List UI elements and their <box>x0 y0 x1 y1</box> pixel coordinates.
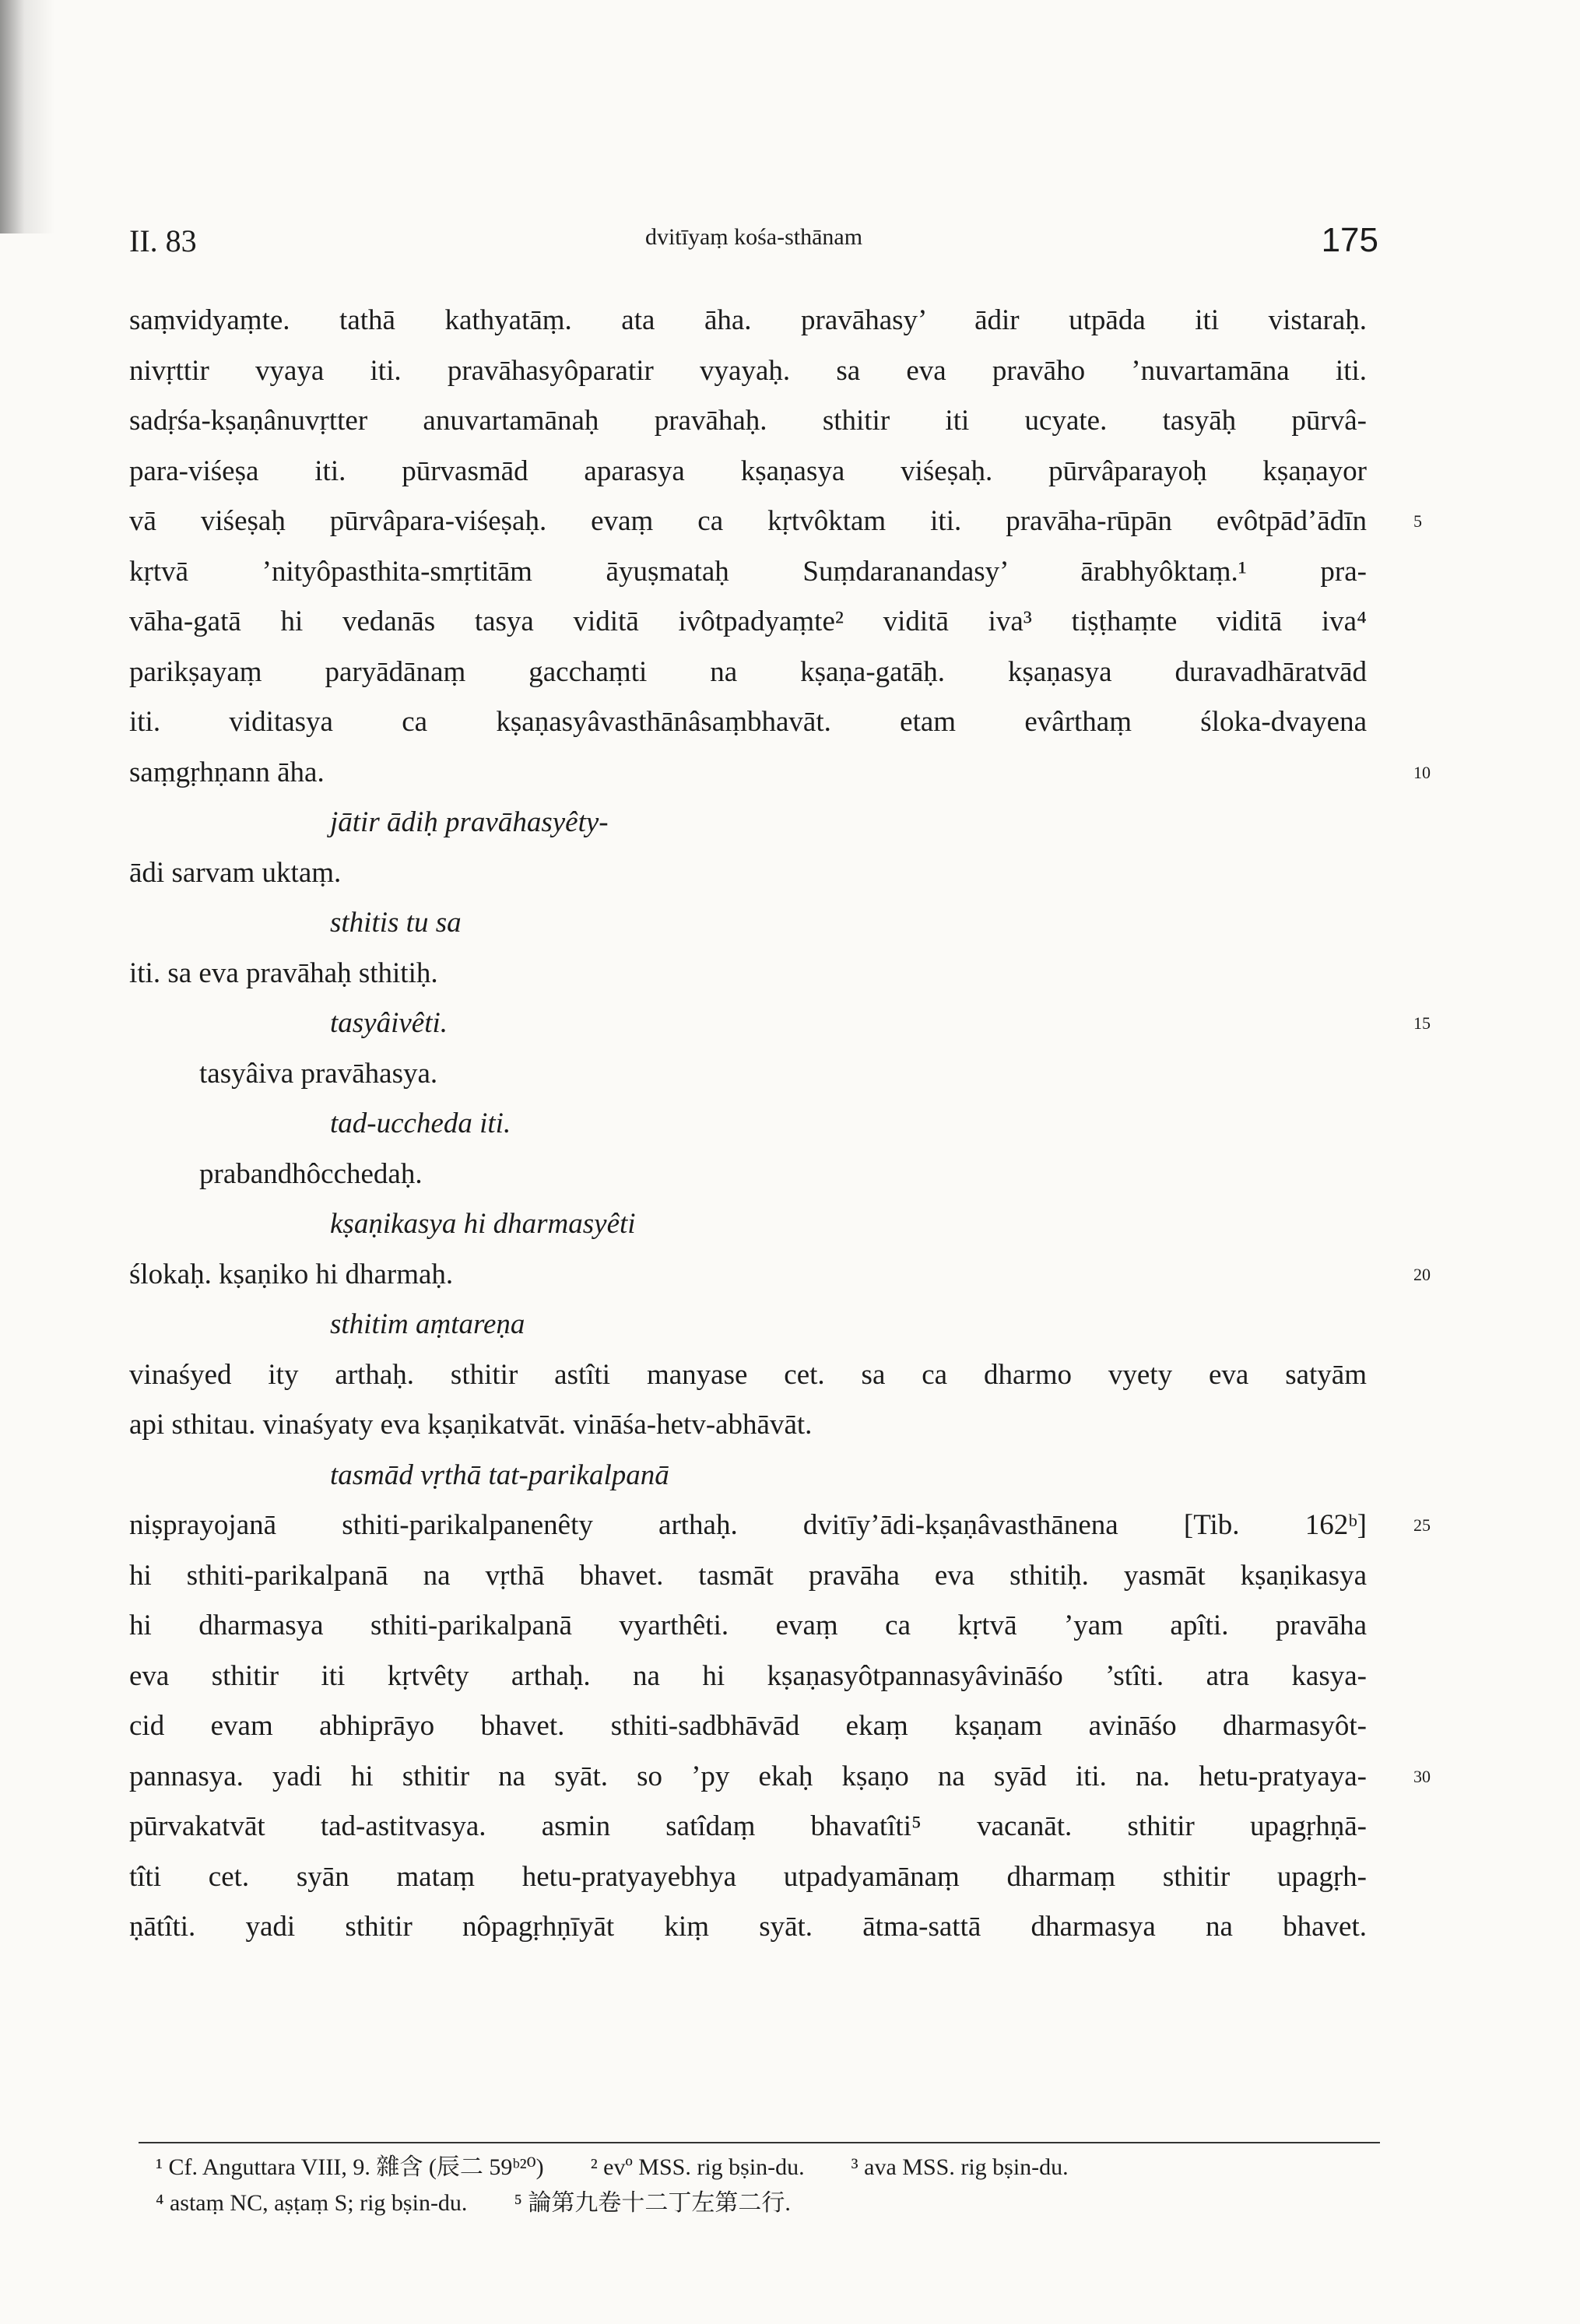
text-line <box>129 1902 1382 1953</box>
running-header <box>129 218 1378 265</box>
text-line <box>129 396 1382 447</box>
line-number: 15 <box>1413 1013 1431 1033</box>
section-number: II. 83 <box>129 223 197 258</box>
line-text: kṛtvā ’nityôpasthita-smṛtitām āyuṣmataḥ Suṃdaranandasy’ ārabhyôktaṃ.¹ pra- <box>129 555 1367 588</box>
footnotes <box>156 2150 1385 2221</box>
line-text: sthitim aṃtareṇa <box>330 1308 525 1340</box>
line-text: hi dharmasya sthiti-parikalpanā vyarthêti. evaṃ ca kṛtvā ’yam apîti. pravāha <box>129 1610 1367 1641</box>
line-text: iti. sa eva pravāhaḥ sthitiḥ. <box>129 957 438 989</box>
page-edge-shadow <box>0 0 54 233</box>
text-line <box>129 547 1382 598</box>
text-line <box>129 1701 1382 1752</box>
line-text: prabandhôcchedaḥ. <box>199 1157 423 1190</box>
line-number: 10 <box>1413 762 1431 782</box>
text-line <box>129 1049 1382 1100</box>
footnote-divider <box>139 2142 1380 2143</box>
text-line <box>129 1400 1382 1451</box>
text-line <box>129 798 1382 848</box>
text-line <box>129 1150 1382 1200</box>
footnote: ⁵ 論第九卷十二丁左第二行. <box>514 2190 791 2216</box>
text-line <box>129 1601 1382 1652</box>
line-text: saṃgṛhṇann āha. <box>129 756 325 788</box>
line-text: kṣaṇikasya hi dharmasyêti <box>330 1208 636 1240</box>
text-line <box>129 1250 1431 1301</box>
running-title: dvitīyaṃ kośa-sthānam <box>644 224 863 250</box>
text-line <box>129 1802 1382 1852</box>
text-line <box>129 999 1431 1049</box>
footnote-line <box>156 2150 1385 2185</box>
footnote: ⁴ astaṃ NC, aṣṭaṃ S; rig bṣin-du. <box>156 2190 468 2216</box>
line-number: 5 <box>1413 511 1422 531</box>
line-text: sthitis tu sa <box>330 907 462 939</box>
text-line <box>129 1752 1431 1803</box>
text-line <box>129 1551 1382 1602</box>
line-text: tasmād vṛthā tat-parikalpanā <box>330 1459 669 1491</box>
text-line <box>129 1099 1382 1150</box>
line-text: vinaśyed ity arthaḥ. sthitir astîti manyase cet. sa ca dharmo vyety eva satyām <box>129 1358 1367 1391</box>
line-text: jātir ādiḥ pravāhasyêty- <box>330 806 609 838</box>
text-line <box>129 1451 1382 1501</box>
text-line <box>129 1199 1382 1250</box>
text-line <box>129 296 1382 346</box>
line-text: tasyâiva pravāhasya. <box>199 1057 438 1090</box>
line-text: cid evam abhiprāyo bhavet. sthiti-sadbhāvād ekaṃ kṣaṇam avināśo dharmasyôt- <box>129 1710 1367 1742</box>
footnote-line <box>156 2185 1385 2221</box>
line-text: ṇātîti. yadi sthitir nôpagṛhṇīyāt kiṃ syāt. ātma-sattā dharmasya na bhavet. <box>129 1911 1367 1943</box>
line-text: eva sthitir iti kṛtvêty arthaḥ. na hi kṣaṇasyôtpannasyâvināśo ’stîti. atra kasya- <box>129 1659 1367 1692</box>
text-line <box>129 648 1382 698</box>
text-line <box>129 848 1382 899</box>
footnote: ³ ava MSS. rig bṣin-du. <box>851 2154 1069 2180</box>
line-text: sadṛśa-kṣaṇânuvṛtter anuvartamānaḥ pravāhaḥ. sthitir iti ucyate. tasyāḥ pūrvâ- <box>129 405 1367 437</box>
line-text: pannasya. yadi hi sthitir na syāt. so ’py ekaḥ kṣaṇo na syād iti. na. hetu-pratyaya- <box>129 1760 1367 1792</box>
text-line <box>129 597 1382 648</box>
text-line <box>129 447 1382 497</box>
line-text: vāha-gatā hi vedanās tasya viditā ivôtpadyaṃte² viditā iva³ tiṣṭhaṃte viditā iva⁴ <box>129 606 1367 637</box>
text-line <box>129 1652 1382 1702</box>
page-number: 175 <box>1321 221 1378 259</box>
text-line <box>129 748 1431 799</box>
line-text: hi sthiti-parikalpanā na vṛthā bhavet. tasmāt pravāha eva sthitiḥ. yasmāt kṣaṇikasya <box>129 1559 1367 1592</box>
text-line <box>129 1300 1382 1350</box>
footnote: ² evº MSS. rig bṣin-du. <box>590 2154 805 2180</box>
line-number: 20 <box>1413 1264 1431 1284</box>
line-text: tasyâivêti. <box>330 1007 448 1039</box>
text-line <box>129 1852 1382 1903</box>
text-line <box>129 346 1382 397</box>
main-text <box>129 296 1431 1953</box>
text-line <box>129 497 1422 547</box>
line-text: iti. viditasya ca kṣaṇasyâvasthānâsaṃbhavāt. etam evârthaṃ śloka-dvayena <box>129 706 1367 738</box>
line-text: tad-uccheda iti. <box>330 1108 511 1139</box>
line-number: 25 <box>1413 1515 1431 1535</box>
line-text: parikṣayaṃ paryādānaṃ gacchaṃti na kṣaṇa-gatāḥ. kṣaṇasya duravadhāratvād <box>129 655 1367 688</box>
text-line <box>129 1350 1382 1401</box>
line-text: pūrvakatvāt tad-astitvasya. asmin satîdaṃ bhavatîti⁵ vacanāt. sthitir upagṛhṇā- <box>129 1810 1367 1842</box>
line-text: vā viśeṣaḥ pūrvâpara-viśeṣaḥ. evaṃ ca kṛtvôktam iti. pravāha-rūpān evôtpād’ādīn <box>129 505 1367 537</box>
text-line <box>129 697 1382 748</box>
line-text: nivṛttir vyaya iti. pravāhasyôparatir vyayaḥ. sa eva pravāho ’nuvartamāna iti. <box>129 354 1367 387</box>
line-text: ādi sarvam uktaṃ. <box>129 856 342 889</box>
line-text: niṣprayojanā sthiti-parikalpanenêty arthaḥ. dvitīy’ādi-kṣaṇâvasthānena [Tib. 162ᵇ] <box>129 1509 1367 1541</box>
text-line <box>129 1501 1431 1551</box>
text-line <box>129 949 1382 999</box>
line-text: para-viśeṣa iti. pūrvasmād aparasya kṣaṇasya viśeṣaḥ. pūrvâparayoḥ kṣaṇayor <box>129 455 1367 487</box>
line-text: tîti cet. syān mataṃ hetu-pratyayebhya utpadyamānaṃ dharmaṃ sthitir upagṛh- <box>129 1860 1367 1893</box>
line-text: api sthitau. vinaśyaty eva kṣaṇikatvāt. vināśa-hetv-abhāvāt. <box>129 1409 813 1441</box>
text-line <box>129 898 1382 949</box>
line-number: 30 <box>1413 1766 1431 1786</box>
footnote: ¹ Cf. Anguttara VIII, 9. 雜含 (辰二 59ᵇ²⁰) <box>156 2154 544 2180</box>
line-text: saṃvidyaṃte. tathā kathyatāṃ. ata āha. pravāhasy’ ādir utpāda iti vistaraḥ. <box>129 304 1367 336</box>
line-text: ślokaḥ. kṣaṇiko hi dharmaḥ. <box>129 1258 454 1290</box>
